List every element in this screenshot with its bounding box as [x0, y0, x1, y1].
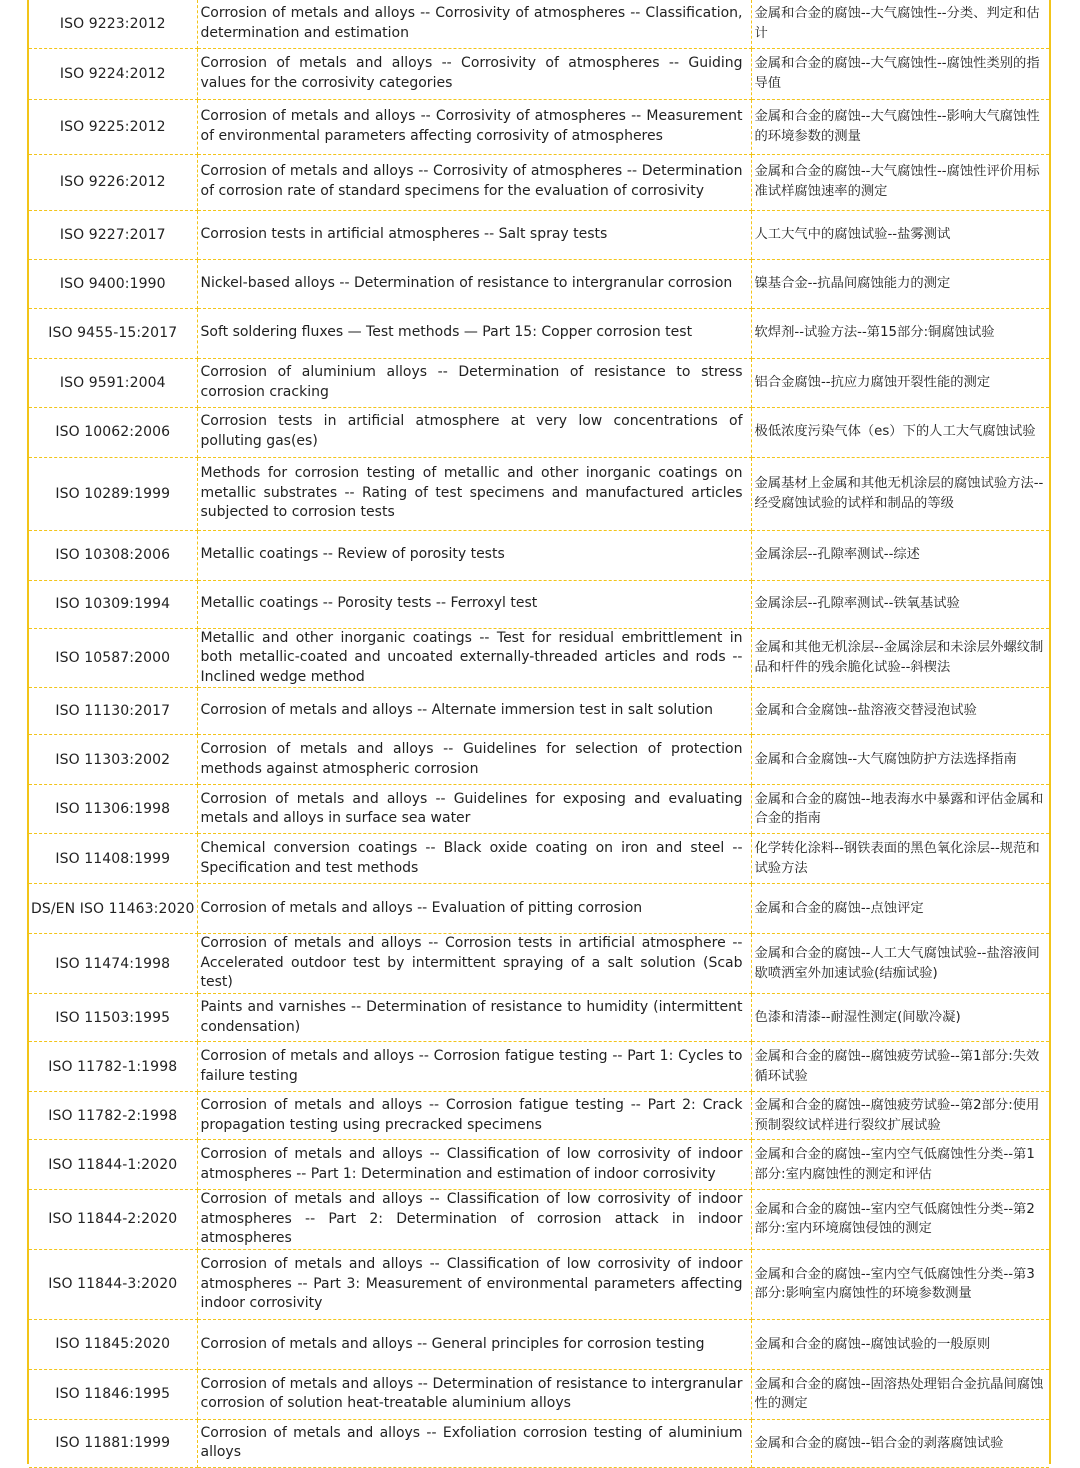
standard-code: ISO 10062:2006 — [29, 407, 197, 457]
standard-title-cn: 金属和合金的腐蚀--铝合金的剥落腐蚀试验 — [751, 1419, 1049, 1467]
table-row — [29, 1319, 1049, 1369]
standard-title-cn: 极低浓度污染气体（es）下的人工大气腐蚀试验 — [751, 407, 1049, 457]
standard-title-en: Corrosion of metals and alloys -- Guidelines for selection of protection methods against atmospheric corrosion — [197, 735, 751, 785]
standard-code: ISO 11130:2017 — [29, 688, 197, 735]
standard-title-en: Corrosion of metals and alloys -- Corrosivity of atmospheres -- Classification, determination and estimation — [197, 0, 751, 48]
standard-title-en: Chemical conversion coatings -- Black oxide coating on iron and steel -- Specification and test methods — [197, 834, 751, 884]
standard-title-cn: 软焊剂--试验方法--第15部分:铜腐蚀试验 — [751, 308, 1049, 358]
standard-code: ISO 11306:1998 — [29, 785, 197, 834]
standard-title-cn: 金属和合金腐蚀--大气腐蚀防护方法选择指南 — [751, 735, 1049, 785]
table-row — [29, 530, 1049, 580]
table-row — [29, 688, 1049, 735]
standard-code: ISO 11844-1:2020 — [29, 1140, 197, 1190]
standards-table — [29, 0, 1049, 1468]
standard-title-cn: 金属和合金的腐蚀--腐蚀疲劳试验--第1部分:失效循环试验 — [751, 1042, 1049, 1092]
table-row — [29, 1140, 1049, 1190]
standard-title-cn: 金属和合金腐蚀--盐溶液交替浸泡试验 — [751, 688, 1049, 735]
standard-code: ISO 10587:2000 — [29, 628, 197, 688]
standard-title-cn: 金属和合金的腐蚀--室内空气低腐蚀性分类--第2部分:室内环境腐蚀侵蚀的测定 — [751, 1190, 1049, 1250]
standard-title-en: Corrosion of metals and alloys -- Corrosivity of atmospheres -- Measurement of environmental parameters affecting corrosivity of atmospheres — [197, 99, 751, 154]
standard-title-cn: 金属和合金的腐蚀--大气腐蚀性--分类、判定和估计 — [751, 0, 1049, 48]
table-row — [29, 1249, 1049, 1319]
standard-code: ISO 11844-2:2020 — [29, 1190, 197, 1250]
standard-title-cn: 金属和合金的腐蚀--腐蚀试验的一般原则 — [751, 1319, 1049, 1369]
standard-title-en: Corrosion of metals and alloys -- Corrosion tests in artificial atmosphere -- Accelerated outdoor test by intermittent spraying of a salt solution (Scab test) — [197, 934, 751, 994]
standard-title-en: Corrosion of metals and alloys -- Corrosivity of atmospheres -- Guiding values for the corrosivity categories — [197, 48, 751, 99]
standard-title-cn: 金属和其他无机涂层--金属涂层和未涂层外螺纹制品和杆件的残余脆化试验--斜楔法 — [751, 628, 1049, 688]
standard-title-en: Corrosion of metals and alloys -- Classification of low corrosivity of indoor atmospheres -- Part 2: Determination of corrosion attack in indoor atmospheres — [197, 1190, 751, 1250]
standard-title-cn: 金属和合金的腐蚀--点蚀评定 — [751, 884, 1049, 934]
standard-title-cn: 金属和合金的腐蚀--地表海水中暴露和评估金属和合金的指南 — [751, 785, 1049, 834]
standard-code: ISO 9223:2012 — [29, 0, 197, 48]
standard-title-en: Nickel-based alloys -- Determination of resistance to intergranular corrosion — [197, 259, 751, 308]
standard-title-en: Corrosion of metals and alloys -- Determination of resistance to intergranular corrosion of solution heat-treatable aluminium alloys — [197, 1369, 751, 1419]
standard-title-en: Soft soldering fluxes — Test methods — Part 15: Copper corrosion test — [197, 308, 751, 358]
standard-code: ISO 10289:1999 — [29, 457, 197, 530]
standard-code: ISO 9225:2012 — [29, 99, 197, 154]
standard-title-en: Metallic coatings -- Review of porosity tests — [197, 530, 751, 580]
standard-code: ISO 9224:2012 — [29, 48, 197, 99]
standard-title-en: Corrosion of metals and alloys -- Corrosion fatigue testing -- Part 1: Cycles to failure testing — [197, 1042, 751, 1092]
standard-code: ISO 9591:2004 — [29, 358, 197, 407]
standard-code: ISO 11845:2020 — [29, 1319, 197, 1369]
table-row — [29, 628, 1049, 688]
table-row — [29, 785, 1049, 834]
standard-code: ISO 11846:1995 — [29, 1369, 197, 1419]
table-row — [29, 1092, 1049, 1140]
table-row — [29, 99, 1049, 154]
table-row — [29, 735, 1049, 785]
table-row — [29, 407, 1049, 457]
standard-title-en: Corrosion tests in artificial atmospheres -- Salt spray tests — [197, 210, 751, 259]
standard-code: ISO 11303:2002 — [29, 735, 197, 785]
table-row — [29, 994, 1049, 1042]
standard-code: ISO 11782-2:1998 — [29, 1092, 197, 1140]
standard-title-cn: 金属和合金的腐蚀--人工大气腐蚀试验--盐溶液间歇喷洒室外加速试验(结痂试验) — [751, 934, 1049, 994]
table-row — [29, 884, 1049, 934]
standard-code: ISO 11503:1995 — [29, 994, 197, 1042]
standards-table-body — [29, 0, 1049, 1467]
standard-title-cn: 金属基材上金属和其他无机涂层的腐蚀试验方法--经受腐蚀试验的试样和制品的等级 — [751, 457, 1049, 530]
table-row — [29, 308, 1049, 358]
table-row — [29, 210, 1049, 259]
standard-title-cn: 镍基合金--抗晶间腐蚀能力的测定 — [751, 259, 1049, 308]
standard-title-en: Corrosion of metals and alloys -- Corrosion fatigue testing -- Part 2: Crack propagation testing using precracked specimens — [197, 1092, 751, 1140]
standard-title-cn: 金属和合金的腐蚀--室内空气低腐蚀性分类--第3部分:影响室内腐蚀性的环境参数测量 — [751, 1249, 1049, 1319]
table-row — [29, 259, 1049, 308]
standard-code: ISO 11844-3:2020 — [29, 1249, 197, 1319]
standard-title-cn: 金属和合金的腐蚀--室内空气低腐蚀性分类--第1部分:室内腐蚀性的测定和评估 — [751, 1140, 1049, 1190]
standard-title-cn: 化学转化涂料--钢铁表面的黑色氧化涂层--规范和试验方法 — [751, 834, 1049, 884]
standard-code: ISO 11474:1998 — [29, 934, 197, 994]
standard-title-en: Corrosion of metals and alloys -- Alternate immersion test in salt solution — [197, 688, 751, 735]
standard-code: ISO 9227:2017 — [29, 210, 197, 259]
standard-code: ISO 11881:1999 — [29, 1419, 197, 1467]
table-row — [29, 1190, 1049, 1250]
standard-title-en: Metallic and other inorganic coatings -- Test for residual embrittlement in both metallic-coated and uncoated externally-threaded articles and rods -- Inclined wedge method — [197, 628, 751, 688]
standard-code: ISO 10309:1994 — [29, 580, 197, 628]
standard-title-en: Corrosion of metals and alloys -- Evaluation of pitting corrosion — [197, 884, 751, 934]
standard-title-cn: 色漆和清漆--耐湿性测定(间歇冷凝) — [751, 994, 1049, 1042]
standard-code: ISO 10308:2006 — [29, 530, 197, 580]
standard-title-cn: 人工大气中的腐蚀试验--盐雾测试 — [751, 210, 1049, 259]
table-row — [29, 580, 1049, 628]
table-row — [29, 1369, 1049, 1419]
standard-title-cn: 金属和合金的腐蚀--大气腐蚀性--影响大气腐蚀性的环境参数的测量 — [751, 99, 1049, 154]
table-row — [29, 1419, 1049, 1467]
standard-title-cn: 金属和合金的腐蚀--腐蚀疲劳试验--第2部分:使用预制裂纹试样进行裂纹扩展试验 — [751, 1092, 1049, 1140]
table-row — [29, 834, 1049, 884]
standard-title-en: Corrosion of metals and alloys -- Corrosivity of atmospheres -- Determination of corrosion rate of standard specimens for the evaluation of corrosivity — [197, 154, 751, 210]
table-row — [29, 358, 1049, 407]
table-row — [29, 1042, 1049, 1092]
standard-title-en: Corrosion of metals and alloys -- Guidelines for exposing and evaluating metals and alloys in surface sea water — [197, 785, 751, 834]
standard-title-en: Corrosion of metals and alloys -- Classification of low corrosivity of indoor atmospheres -- Part 3: Measurement of environmental parameters affecting indoor corrosivity — [197, 1249, 751, 1319]
standard-title-cn: 金属涂层--孔隙率测试--铁氧基试验 — [751, 580, 1049, 628]
standard-code: ISO 9455-15:2017 — [29, 308, 197, 358]
table-row — [29, 0, 1049, 48]
table-row — [29, 934, 1049, 994]
standard-title-en: Corrosion tests in artificial atmosphere at very low concentrations of polluting gas(es) — [197, 407, 751, 457]
standard-code: ISO 11408:1999 — [29, 834, 197, 884]
standard-title-en: Corrosion of metals and alloys -- Classification of low corrosivity of indoor atmospheres -- Part 1: Determination and estimation of indoor corrosivity — [197, 1140, 751, 1190]
table-row — [29, 457, 1049, 530]
standard-code: DS/EN ISO 11463:2020 — [29, 884, 197, 934]
standard-title-en: Corrosion of metals and alloys -- General principles for corrosion testing — [197, 1319, 751, 1369]
table-row — [29, 154, 1049, 210]
standard-title-cn: 铝合金腐蚀--抗应力腐蚀开裂性能的测定 — [751, 358, 1049, 407]
standard-title-en: Metallic coatings -- Porosity tests -- Ferroxyl test — [197, 580, 751, 628]
standard-code: ISO 9400:1990 — [29, 259, 197, 308]
standard-title-cn: 金属涂层--孔隙率测试--综述 — [751, 530, 1049, 580]
standard-code: ISO 9226:2012 — [29, 154, 197, 210]
standard-title-en: Methods for corrosion testing of metallic and other inorganic coatings on metallic substrates -- Rating of test specimens and manufactured articles subjected to corrosion tests — [197, 457, 751, 530]
standard-title-cn: 金属和合金的腐蚀--固溶热处理铝合金抗晶间腐蚀性的测定 — [751, 1369, 1049, 1419]
table-row — [29, 48, 1049, 99]
standard-title-en: Corrosion of metals and alloys -- Exfoliation corrosion testing of aluminium alloys — [197, 1419, 751, 1467]
standard-title-en: Corrosion of aluminium alloys -- Determination of resistance to stress corrosion cracking — [197, 358, 751, 407]
standard-code: ISO 11782-1:1998 — [29, 1042, 197, 1092]
standard-title-cn: 金属和合金的腐蚀--大气腐蚀性--腐蚀性评价用标准试样腐蚀速率的测定 — [751, 154, 1049, 210]
standard-title-cn: 金属和合金的腐蚀--大气腐蚀性--腐蚀性类别的指导值 — [751, 48, 1049, 99]
standard-title-en: Paints and varnishes -- Determination of resistance to humidity (intermittent condensation) — [197, 994, 751, 1042]
